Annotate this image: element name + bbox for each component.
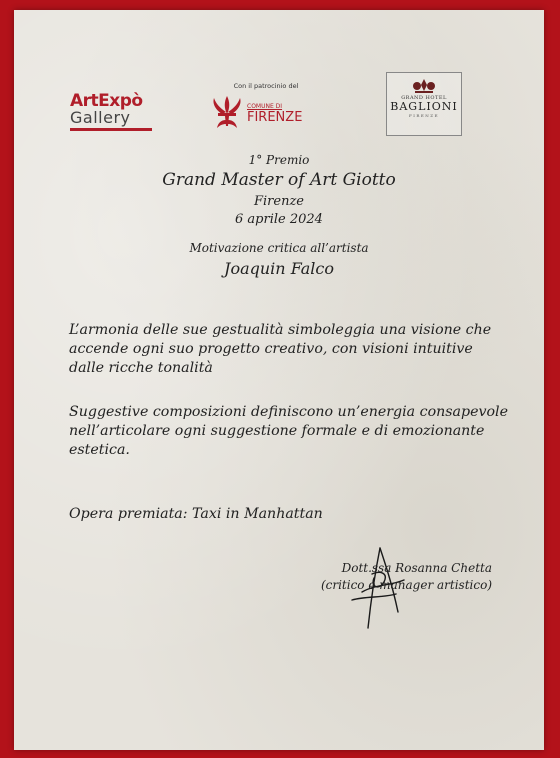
certificate-sheet [14,10,544,750]
critique-paragraph-2: Suggestive composizioni definiscono un’energia consapevole nell’articolare ogni suggestione formale e di emozionante estetica. [69,404,508,458]
florentine-lily-icon [210,94,244,130]
artexpo-gallery-logo [70,92,160,131]
award-title: Grand Master of Art Giotto [162,170,396,190]
artexpo-logo-line2: Gallery [70,108,131,127]
artexpo-logo-line1: ArtExpò [70,91,143,111]
award-city: Firenze [253,194,304,209]
artist-name: Joaquin Falco [224,259,334,278]
critique-paragraph-1: L’armonia delle sue gestualità simboleggia una visione che accende ogni suo progetto creativo, con visioni intuitive dalle ricche tonalità [69,322,492,376]
signatory-role: (critico e manager artistico) [320,578,492,592]
artexpo-logo-bar [70,128,152,131]
motivazione-label: Motivazione critica all’artista [189,241,369,255]
baglioni-grand-hotel-label: GRAND HOTEL [401,95,447,101]
signatory-name: Dott.ssa Rosanna Chetta [341,561,492,575]
firenze-logo-label: FIRENZE [247,110,303,125]
baglioni-city-label: FIRENZE [409,113,439,118]
comune-di-label: COMUNE DI [247,103,283,110]
award-date: 6 aprile 2024 [235,212,323,227]
award-rank: 1° Premio [248,153,310,167]
patrocinio-label: Con il patrocinio del [233,82,299,90]
awarded-work: Opera premiata: Taxi in Manhattan [69,506,323,522]
signatory-block [282,560,492,594]
comune-firenze-logo [210,82,330,130]
grand-hotel-baglioni-logo [386,72,462,136]
baglioni-name-label: BAGLIONI [390,100,458,113]
baglioni-crest-icon [411,77,437,95]
